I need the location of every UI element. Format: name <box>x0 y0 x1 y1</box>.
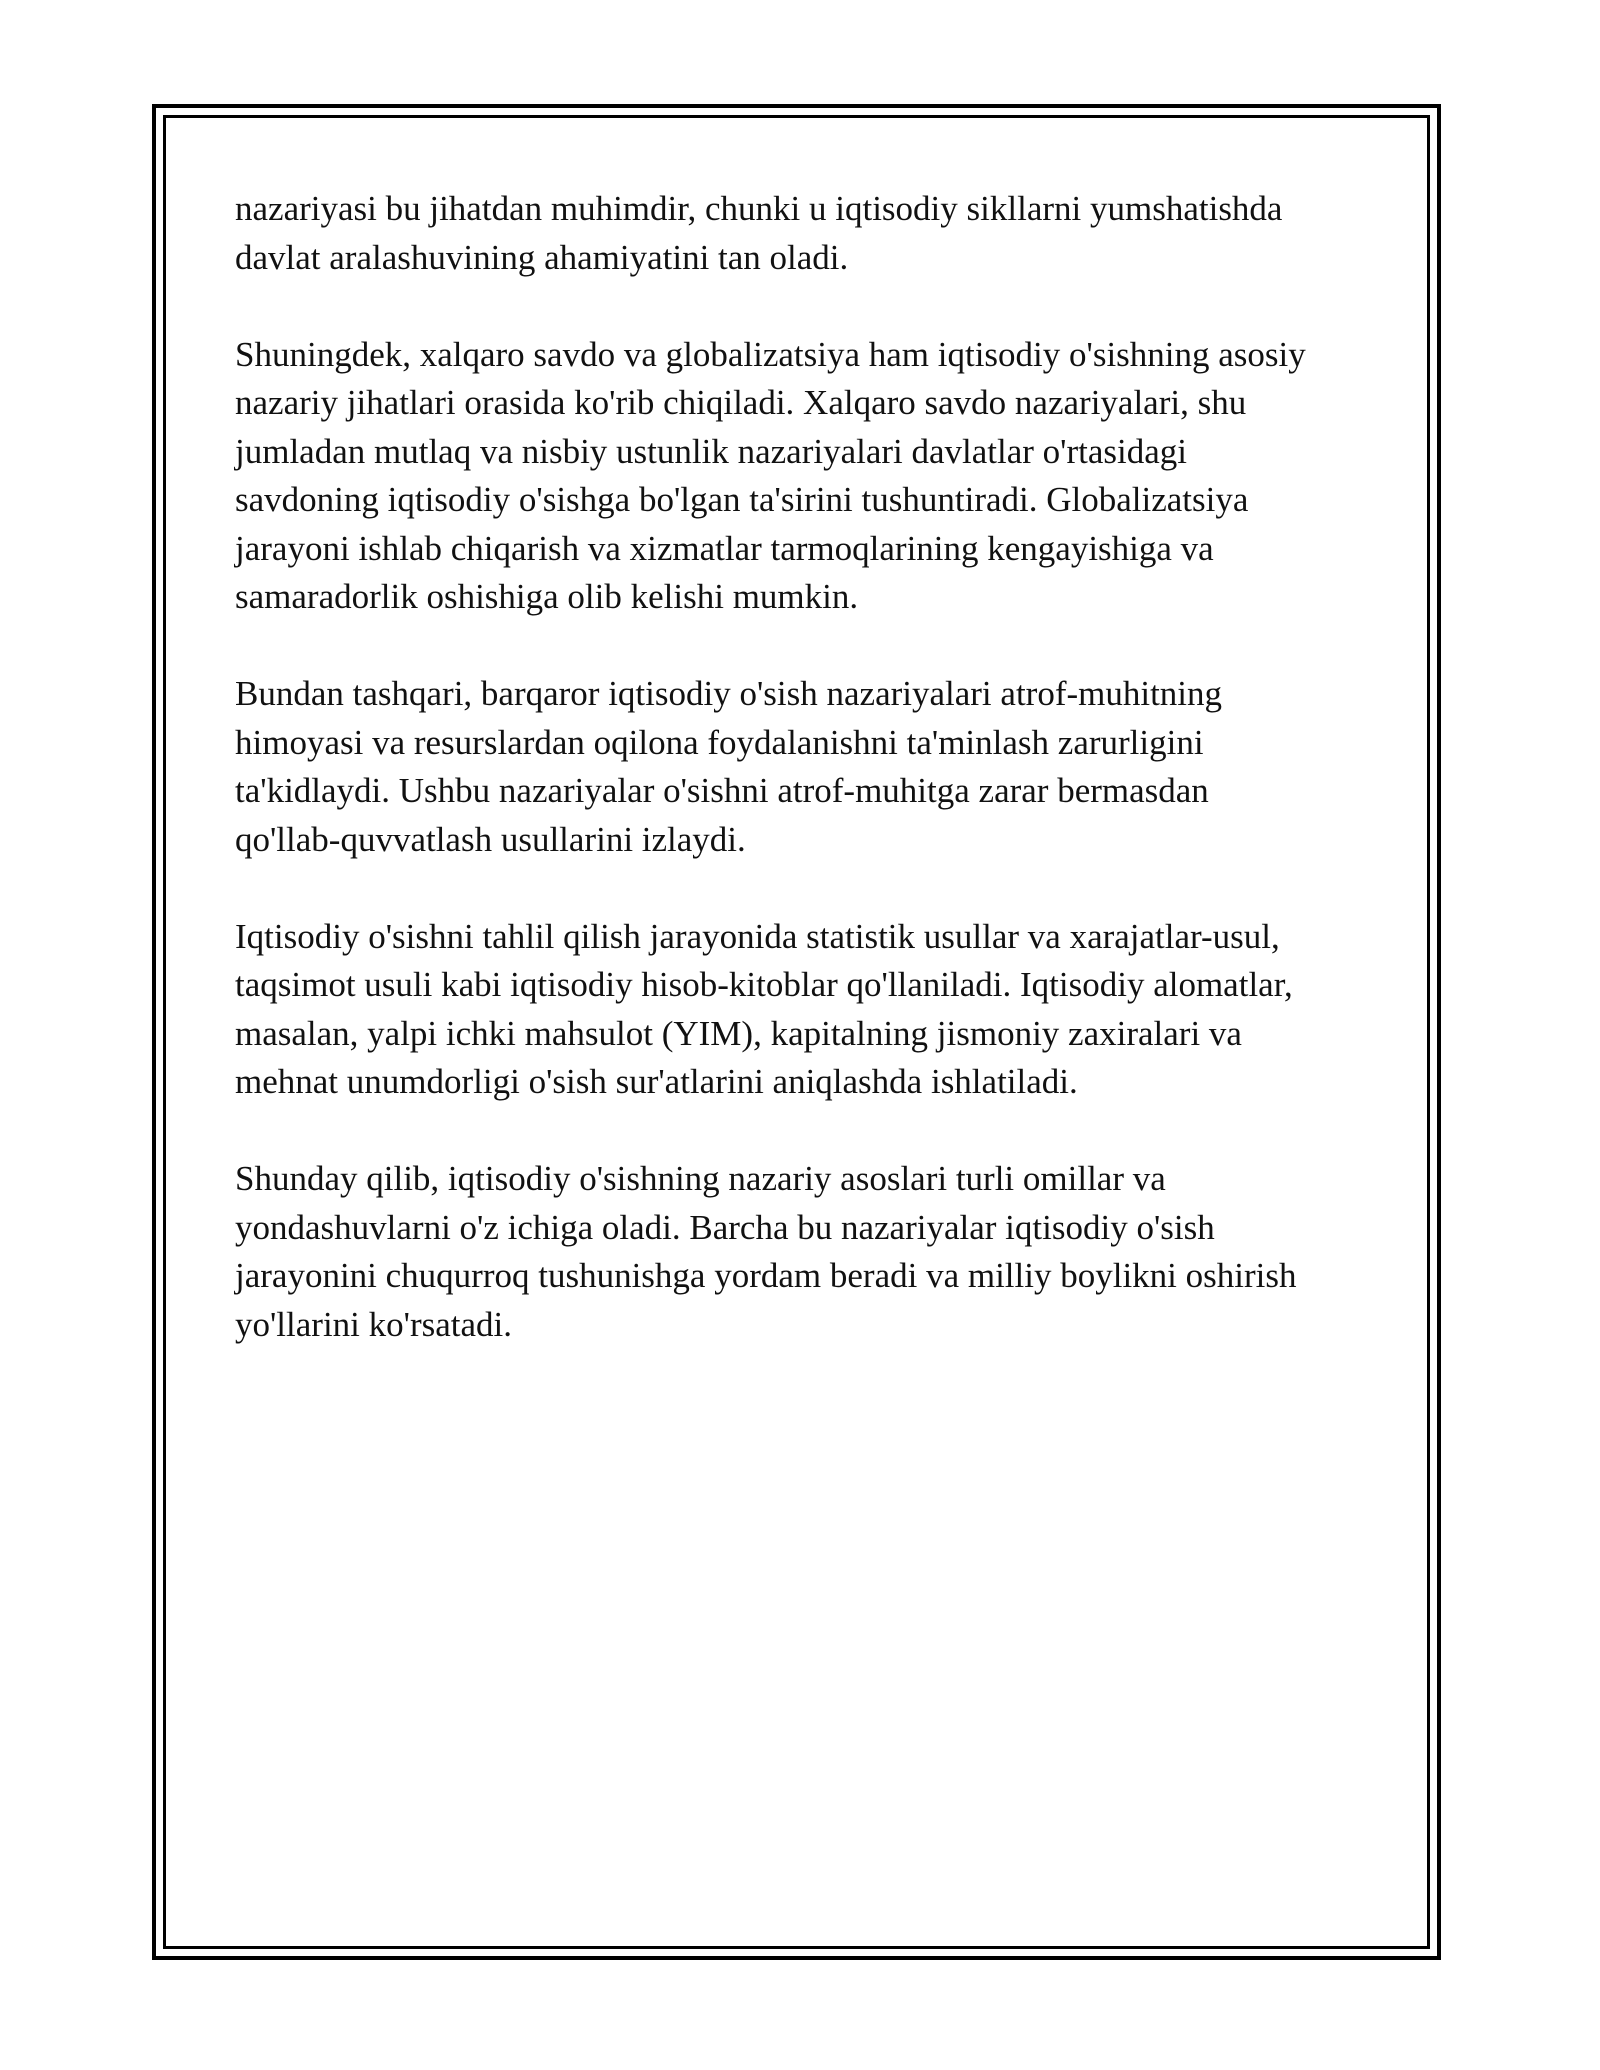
paragraph-3: Bundan tashqari, barqaror iqtisodiy o'sish nazariyalari atrof-muhitning himoyasi va resurslardan oqilona foydalanishni ta'minlash zarurligini ta'kidlaydi. Ushbu nazariyalar o'sishni atrof-muhitga zarar bermasdan qo'llab-quvvatlash usullarini izlaydi. <box>235 674 1223 859</box>
paragraph-5: Shunday qilib, iqtisodiy o'sishning nazariy asoslari turli omillar va yondashuvlarni o'z ichiga oladi. Barcha bu nazariyalar iqtisodiy o'sish jarayonini chuqurroq tushunishga yordam beradi va milliy boylikni oshirish yo'llarini ko'rsatadi. <box>235 1159 1297 1344</box>
document-body <box>235 185 1375 1398</box>
paragraph-2: Shuningdek, xalqaro savdo va globalizatsiya ham iqtisodiy o'sishning asosiy nazariy jihatlari orasida ko'rib chiqiladi. Xalqaro savdo nazariyalari, shu jumladan mutlaq va nisbiy ustunlik nazariyalari davlatlar o'rtasidagi savdoning iqtisodiy o'sishga bo'lgan ta'sirini tushuntiradi. Globalizatsiya jarayoni ishlab chiqarish va xizmatlar tarmoqlarining kengayishiga va samaradorlik oshishiga olib kelishi mumkin. <box>235 334 1306 616</box>
paragraph-1: nazariyasi bu jihatdan muhimdir, chunki u iqtisodiy sikllarni yumshatishda davlat aralashuvining ahamiyatini tan oladi. <box>235 189 1283 277</box>
paragraph-4: Iqtisodiy o'sishni tahlil qilish jarayonida statistik usullar va xarajatlar-usul, taqsimot usuli kabi iqtisodiy hisob-kitoblar qo'llaniladi. Iqtisodiy alomatlar, masalan, yalpi ichki mahsulot (YIM), kapitalning jismoniy zaxiralari va mehnat unumdorligi o'sish sur'atlarini aniqlashda ishlatiladi. <box>235 916 1293 1101</box>
